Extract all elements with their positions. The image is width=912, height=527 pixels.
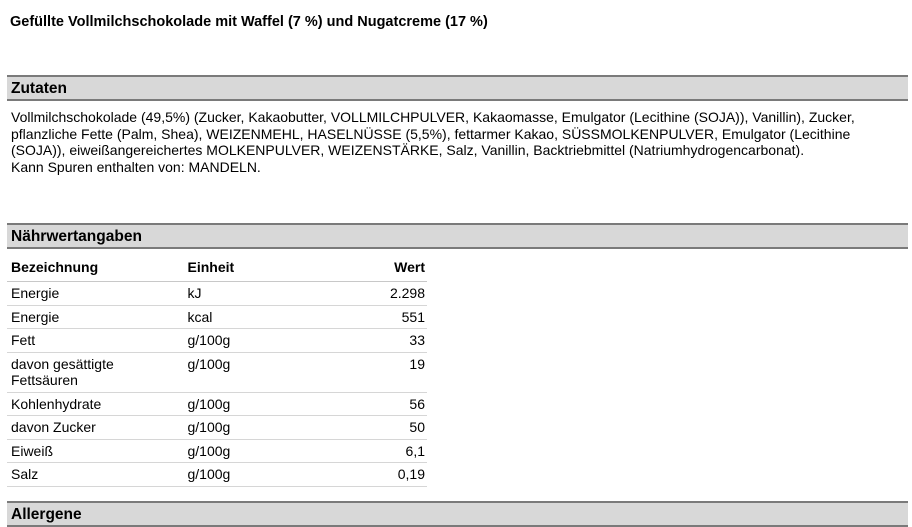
table-row <box>7 329 427 353</box>
section-heading-naehrwerte: Nährwertangaben <box>11 228 142 245</box>
nutrient-name: Eiweiß <box>7 439 183 463</box>
nutrient-value: 56 <box>316 392 427 416</box>
nutrient-unit: g/100g <box>183 463 316 487</box>
nutrient-unit: g/100g <box>183 439 316 463</box>
nutrient-value: 0,19 <box>316 463 427 487</box>
product-title: Gefüllte Vollmilchschokolade mit Waffel (7 %) und Nugatcreme (17 %) <box>10 14 488 30</box>
nutrient-value: 19 <box>316 352 427 392</box>
nutrient-value: 50 <box>316 416 427 440</box>
table-row <box>7 416 427 440</box>
section-heading-allergene: Allergene <box>11 506 82 523</box>
nutrient-name: davon Zucker <box>7 416 183 440</box>
table-row <box>7 463 427 487</box>
nutrition-header-row <box>7 255 427 282</box>
nutrient-value: 551 <box>316 305 427 329</box>
section-header-naehrwerte <box>7 223 908 249</box>
traces-text: Kann Spuren enthalten von: MANDELN. <box>11 158 261 175</box>
nutrient-unit: g/100g <box>183 352 316 392</box>
section-header-zutaten <box>7 75 908 101</box>
nutrient-name: davon gesättigte Fettsäuren <box>7 352 183 392</box>
column-header-name: Bezeichnung <box>7 255 183 282</box>
nutrient-value: 2.298 <box>316 282 427 306</box>
nutrition-table <box>7 255 427 487</box>
table-row <box>7 305 427 329</box>
nutrient-unit: g/100g <box>183 416 316 440</box>
nutrient-name: Salz <box>7 463 183 487</box>
nutrient-unit: g/100g <box>183 392 316 416</box>
table-row <box>7 352 427 392</box>
column-header-unit: Einheit <box>183 255 316 282</box>
nutrient-name: Energie <box>7 282 183 306</box>
nutrient-name: Energie <box>7 305 183 329</box>
nutrient-unit: kcal <box>183 305 316 329</box>
column-header-value: Wert <box>316 255 427 282</box>
ingredients-block <box>11 109 906 175</box>
nutrient-name: Fett <box>7 329 183 353</box>
nutrient-value: 33 <box>316 329 427 353</box>
table-row <box>7 392 427 416</box>
section-heading-zutaten: Zutaten <box>11 80 67 97</box>
nutrient-name: Kohlenhydrate <box>7 392 183 416</box>
table-row <box>7 439 427 463</box>
table-row <box>7 282 427 306</box>
ingredients-text: Vollmilchschokolade (49,5%) (Zucker, Kakaobutter, VOLLMILCHPULVER, Kakaomasse, Emulgator (Lecithine (SOJA)), Vanillin), Zucker, pflanzliche Fette (Palm, Shea), WEIZENMEHL, HASELNÜSSE (5,5%), fettarmer Kakao, SÜSSMOLKENPULVER, Emulgator (Lecithine (SOJA)), eiweißangereichertes MOLKENPULVER, WEIZENSTÄRKE, Salz, Vanillin, Backtriebmittel (Natriumhydrogencarbonat). <box>11 109 855 158</box>
nutrient-unit: kJ <box>183 282 316 306</box>
nutrient-unit: g/100g <box>183 329 316 353</box>
nutrient-value: 6,1 <box>316 439 427 463</box>
section-header-allergene <box>7 501 908 527</box>
